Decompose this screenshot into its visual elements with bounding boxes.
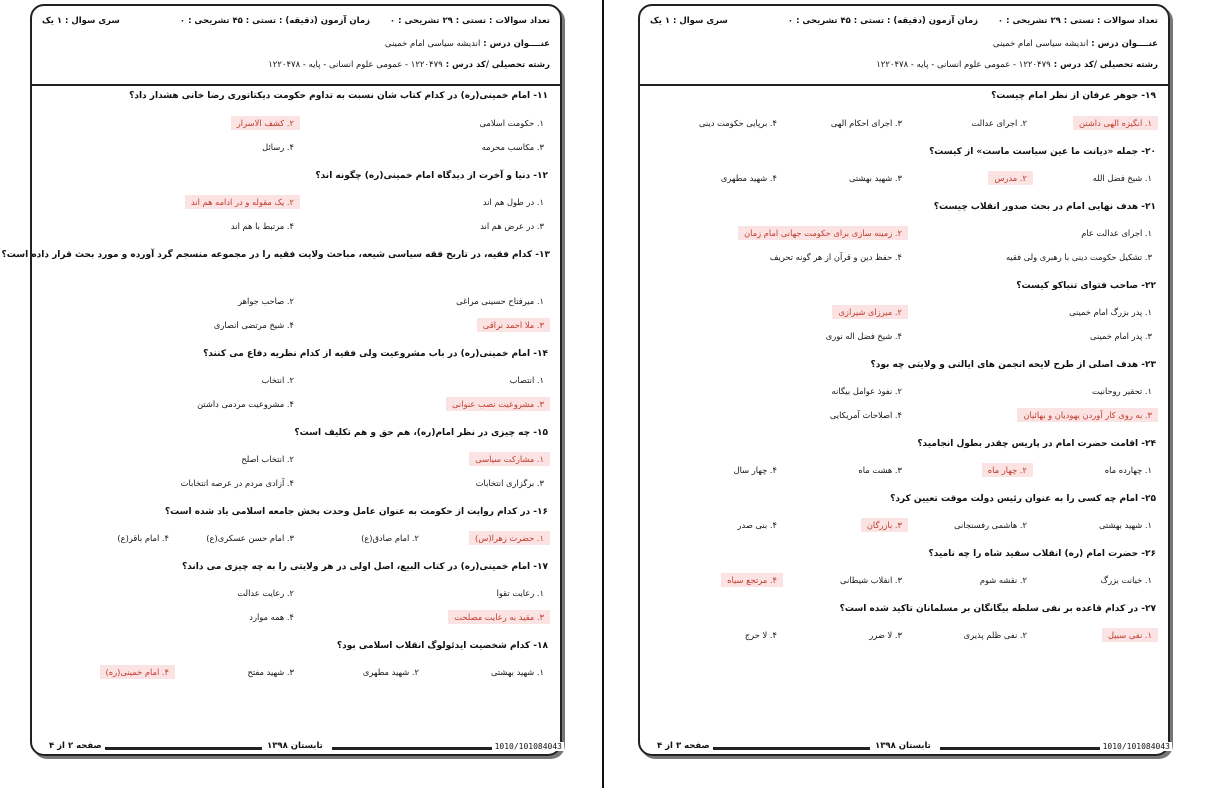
option[interactable]: ۴. شهید مطهری — [720, 173, 777, 183]
exam-time: زمان آزمون (دقیقه) : تستی : ۴۵ تشریحی : ۰ — [787, 16, 978, 26]
option[interactable]: ۱. شهید بهشتی — [1099, 520, 1152, 530]
option[interactable]: ۱. چهارده ماه — [1104, 465, 1152, 475]
option[interactable]: ۱. رعایت تقوا — [496, 588, 544, 598]
question-24: ۲۴- اقامت حضرت امام در پاریس چقدر بطول انجامید؟ — [917, 439, 1156, 449]
course-field-label: رشته تحصیلی /کد درس : — [1053, 60, 1158, 70]
option-selected[interactable]: ۲. مدرس — [988, 171, 1033, 185]
option[interactable]: ۲. صاحب جواهر — [238, 296, 294, 306]
option-selected[interactable]: ۳. بازرگان — [861, 518, 908, 532]
option[interactable]: ۱. حکومت اسلامی — [479, 118, 544, 128]
option[interactable]: ۱. خیانت بزرگ — [1100, 575, 1152, 585]
course-field-label: رشته تحصیلی /کد درس : — [445, 60, 550, 70]
exam-code: 1010/101084043 — [1102, 742, 1170, 751]
option[interactable]: ۱. اجرای عدالت عام — [1081, 228, 1152, 238]
option[interactable]: ۴. مشروعیت مردمی داشتن — [197, 399, 294, 409]
option[interactable]: ۴. بنی صدر — [737, 520, 777, 530]
option[interactable]: ۲. اجرای عدالت — [971, 118, 1027, 128]
option[interactable]: ۳. تشکیل حکومت دینی با رهبری ولی فقیه — [1005, 252, 1152, 262]
course-field — [268, 60, 550, 70]
option[interactable]: ۱. شیخ فضل الله — [1092, 173, 1152, 183]
footer-rule — [102, 747, 262, 750]
question-count: تعداد سوالات : تستی : ۲۹ تشریحی : ۰ — [389, 16, 550, 26]
option[interactable]: ۴. برپایی حکومت دینی — [699, 118, 777, 128]
question-series: سری سوال : ۱ یک — [42, 16, 120, 26]
question-count: تعداد سوالات : تستی : ۲۹ تشریحی : ۰ — [997, 16, 1158, 26]
option[interactable]: ۴. چهار سال — [733, 465, 777, 475]
question-19: ۱۹- جوهر عرفان از نظر امام چیست؟ — [991, 91, 1156, 101]
question-17: ۱۷- امام خمینی(ره) در کتاب البیع، اصل اولی در هر ولایتی را به چه چیزی می داند؟ — [181, 562, 548, 572]
option[interactable]: ۱. در طول هم اند — [482, 197, 544, 207]
question-23: ۲۳- هدف اصلی از طرح لایحه انجمن های ایالتی و ولایتی چه بود؟ — [870, 360, 1156, 370]
option[interactable]: ۳. اجرای احکام الهی — [830, 118, 902, 128]
option[interactable]: ۳. شهید مفتح — [247, 667, 294, 677]
option[interactable]: ۴. آزادی مردم در عرصه انتخابات — [180, 478, 294, 488]
exam-page-3 — [638, 4, 1170, 756]
course-field — [876, 60, 1158, 70]
option[interactable]: ۱. شهید بهشتی — [491, 667, 544, 677]
option[interactable]: ۱. تحقیر روحانیت — [1092, 386, 1152, 396]
option-selected[interactable]: ۲. چهار ماه — [982, 463, 1033, 477]
option[interactable]: ۴. اصلاحات آمریکایی — [829, 410, 902, 420]
question-25: ۲۵- امام چه کسی را به عنوان رئیس دولت موقت تعیین کرد؟ — [890, 494, 1156, 504]
footer-rule — [332, 747, 492, 750]
question-15: ۱۵- چه چیزی در نظر امام(ره)، هم حق و هم تکلیف است؟ — [294, 428, 548, 438]
course-title — [385, 39, 550, 49]
exam-code: 1010/101084043 — [494, 742, 562, 751]
option[interactable]: ۲. نفوذ عوامل بیگانه — [831, 386, 902, 396]
option[interactable]: ۲. شهید مطهری — [362, 667, 419, 677]
page-header — [32, 6, 560, 86]
option[interactable]: ۴. رسائل — [262, 142, 294, 152]
option[interactable]: ۲. نقشه شوم — [979, 575, 1027, 585]
option-selected[interactable]: ۱. حضرت زهرا(س) — [469, 531, 550, 545]
course-field-value: ۱۲۲۰۴۷۹ - عمومی علوم انسانی - پایه - ۱۲۲۰۴۷۸ — [268, 60, 443, 70]
course-title — [993, 39, 1158, 49]
option-selected[interactable]: ۱. نفی سبیل — [1102, 628, 1158, 642]
course-title-value: اندیشه سیاسی امام خمینی — [384, 39, 481, 49]
option-selected[interactable]: ۲. یک مقوله و در ادامه هم اند — [185, 195, 300, 209]
option[interactable]: ۳. انقلاب شیطانی — [840, 575, 902, 585]
option-selected[interactable]: ۲. کشف الاسرار — [231, 116, 300, 130]
question-13: ۱۳- کدام فقیه، در تاریخ فقه سیاسی شیعه، مباحث ولایت فقیه را در مجموعه منسجم گرد آورده و مورد بحث قرار داده است؟ — [1, 250, 550, 260]
option[interactable]: ۳. برگزاری انتخابات — [475, 478, 544, 488]
option[interactable]: ۴. لا حرج — [744, 630, 777, 640]
question-11: ۱۱- امام خمینی(ره) در کدام کتاب شان نسبت به تداوم حکومت دیکتاتوری رضا خانی هشدار داد؟ — [129, 91, 548, 101]
exam-time: زمان آزمون (دقیقه) : تستی : ۴۵ تشریحی : ۰ — [179, 16, 370, 26]
option[interactable]: ۳. مکاسب محرمه — [481, 142, 544, 152]
course-title-value: اندیشه سیاسی امام خمینی — [992, 39, 1089, 49]
option[interactable]: ۳. شهید بهشتی — [849, 173, 902, 183]
question-series: سری سوال : ۱ یک — [650, 16, 728, 26]
question-26: ۲۶- حضرت امام (ره) انقلاب سفید شاه را چه نامید؟ — [928, 549, 1156, 559]
course-title-label: عنــــوان درس : — [483, 39, 550, 49]
page-divider — [602, 0, 604, 788]
exam-season: تابستان ۱۳۹۸ — [264, 741, 326, 751]
question-27: ۲۷- در کدام قاعده بر نفی سلطه بیگانگان بر مسلمانان تاکید شده است؟ — [839, 604, 1156, 614]
option[interactable]: ۳. پدر امام خمینی — [1090, 331, 1152, 341]
option-selected[interactable]: ۳. ملا احمد نراقی — [477, 318, 550, 332]
footer-rule — [710, 747, 870, 750]
question-20: ۲۰- جمله «دیانت ما عین سیاست ماست» از کیست؟ — [929, 147, 1156, 157]
option-selected[interactable]: ۴. مرتجع سیاه — [721, 573, 783, 587]
option[interactable]: ۳. هشت ماه — [858, 465, 902, 475]
option[interactable]: ۴. حفظ دین و قرآن از هر گونه تحریف — [769, 252, 902, 262]
option[interactable]: ۲. هاشمی رفسنجانی — [954, 520, 1027, 530]
option[interactable]: ۴. شیخ مرتضی انصاری — [213, 320, 294, 330]
question-12: ۱۲- دنیا و آخرت از دیدگاه امام خمینی(ره) چگونه اند؟ — [315, 171, 548, 181]
option[interactable]: ۳. امام حسن عسکری(ع) — [206, 533, 294, 543]
page-footer — [32, 740, 560, 756]
option-selected[interactable]: ۳. مقید به رعایت مصلحت — [448, 610, 550, 624]
question-18: ۱۸- کدام شخصیت ایدئولوگ انقلاب اسلامی بود؟ — [336, 641, 548, 651]
question-14: ۱۴- امام خمینی(ره) در باب مشروعیت ولی فقیه از کدام نظریه دفاع می کنند؟ — [203, 349, 548, 359]
footer-rule — [940, 747, 1100, 750]
option-selected[interactable]: ۱. انگیزه الهی داشتن — [1073, 116, 1158, 130]
question-21: ۲۱- هدف نهایی امام در بحث صدور انقلاب چیست؟ — [933, 202, 1156, 212]
question-22: ۲۲- صاحب فتوای تنباکو کیست؟ — [1016, 281, 1156, 291]
option-selected[interactable]: ۳. به روی کار آوردن یهودیان و بهائیان — [1017, 408, 1158, 422]
option-selected[interactable]: ۲. میرزای شیرازی — [832, 305, 908, 319]
option-selected[interactable]: ۴. امام خمینی(ره) — [100, 665, 175, 679]
page-number: صفحه ۳ از ۴ — [654, 741, 713, 751]
option[interactable]: ۴. همه موارد — [249, 612, 294, 622]
option-selected[interactable]: ۲. زمینه سازی برای حکومت جهانی امام زمان — [738, 226, 908, 240]
option[interactable]: ۱. پدر بزرگ امام خمینی — [1069, 307, 1152, 317]
option[interactable]: ۴. مرتبط با هم اند — [230, 221, 294, 231]
course-title-label: عنــــوان درس : — [1091, 39, 1158, 49]
option-selected[interactable]: ۳. مشروعیت نصب عنوانی — [446, 397, 550, 411]
option[interactable]: ۳. لا ضرر — [869, 630, 902, 640]
option[interactable]: ۱. انتصاب — [509, 375, 544, 385]
page-number: صفحه ۲ از ۴ — [46, 741, 105, 751]
option[interactable]: ۱. میرفتاح حسینی مراغی — [456, 296, 544, 306]
course-field-value: ۱۲۲۰۴۷۹ - عمومی علوم انسانی - پایه - ۱۲۲۰۴۷۸ — [876, 60, 1051, 70]
option[interactable]: ۲. نفی ظلم پذیری — [963, 630, 1027, 640]
option[interactable]: ۲. رعایت عدالت — [237, 588, 294, 598]
option[interactable]: ۲. انتخاب — [261, 375, 294, 385]
page-footer — [640, 740, 1168, 756]
question-16: ۱۶- در کدام روایت از حکومت به عنوان عامل وحدت بخش جامعه اسلامی یاد شده است؟ — [164, 507, 548, 517]
option-selected[interactable]: ۱. مشارکت سیاسی — [469, 452, 550, 466]
option[interactable]: ۳. در عرض هم اند — [480, 221, 544, 231]
option[interactable]: ۴. امام باقر(ع) — [117, 533, 169, 543]
page-header — [640, 6, 1168, 86]
option[interactable]: ۲. امام صادق(ع) — [361, 533, 419, 543]
exam-page-2 — [1, 4, 562, 756]
option[interactable]: ۲. انتخاب اصلح — [241, 454, 294, 464]
option[interactable]: ۴. شیخ فضل اله نوری — [825, 331, 902, 341]
exam-season: تابستان ۱۳۹۸ — [872, 741, 934, 751]
